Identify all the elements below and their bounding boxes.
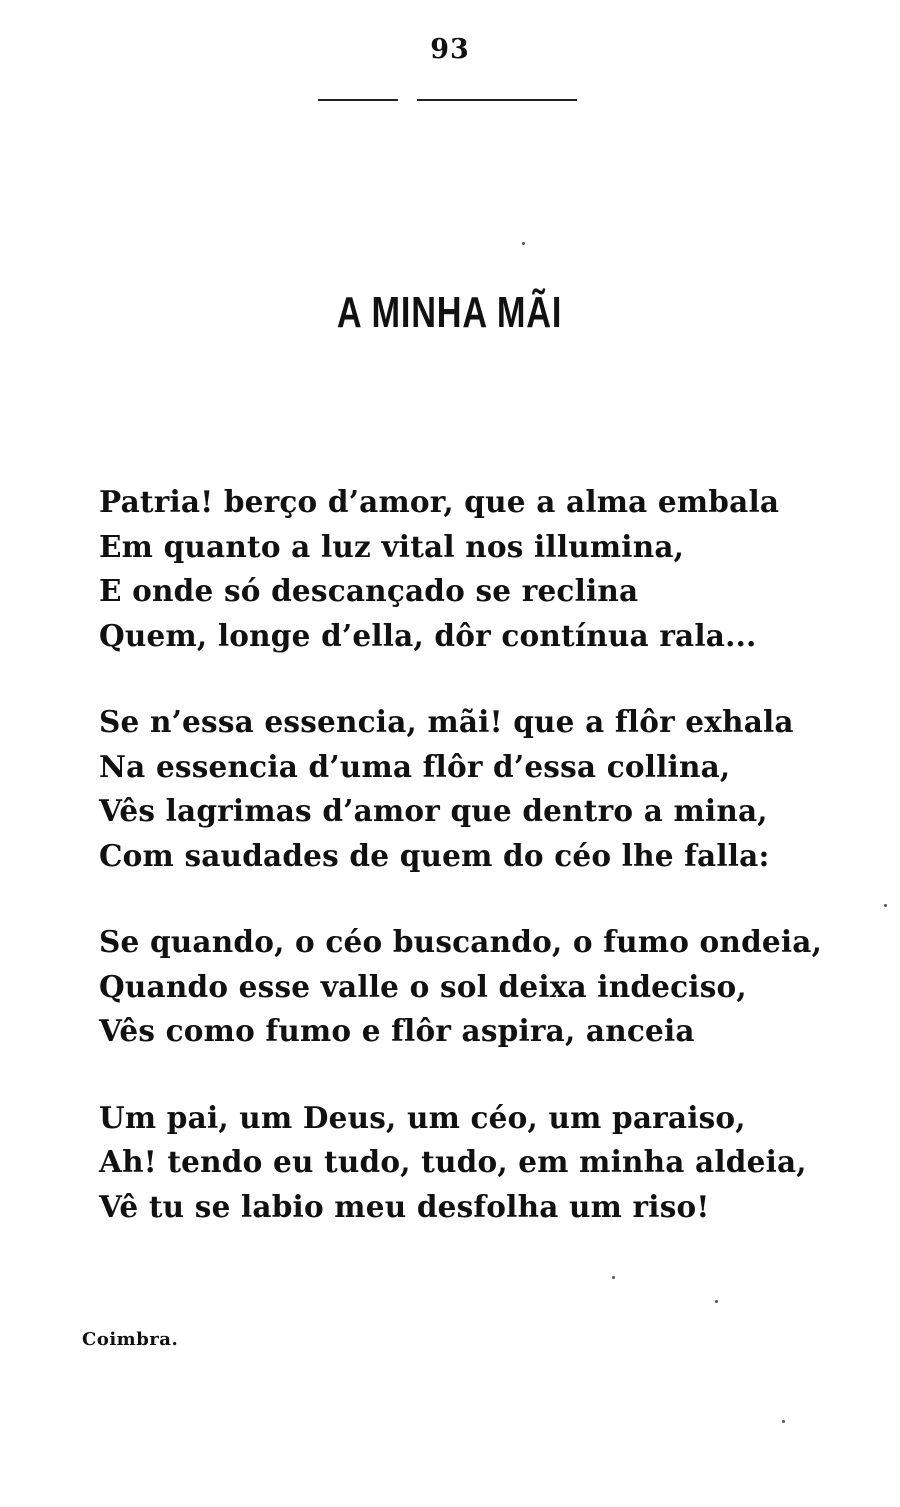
- verse-line: Vê tu se labio meu desfolha um riso!: [99, 1188, 710, 1224]
- verse-line: Quando esse valle o sol deixa indeciso,: [99, 968, 747, 1004]
- print-speck: [715, 1300, 718, 1303]
- verse-line: Vês como fumo e flôr aspira, anceia: [99, 1013, 695, 1048]
- verse-line: Ah! tendo eu tudo, tudo, em minha aldeia,: [99, 1144, 807, 1179]
- verse-line: Em quanto a luz vital nos illumina,: [99, 528, 685, 564]
- verse-line: E onde só descançado se reclina: [99, 573, 639, 608]
- verse-line: Vês lagrimas d’amor que dentro a mina,: [99, 793, 768, 828]
- verse-line: Com saudades de quem do céo lhe falla:: [99, 837, 770, 873]
- verse-line: Quem, longe d’ella, dôr contínua rala...: [99, 617, 757, 653]
- print-speck: [884, 904, 887, 907]
- header-rule-right: [417, 99, 577, 101]
- print-speck: [782, 1420, 785, 1423]
- stanza-3: [99, 920, 879, 1054]
- page-number: 93: [430, 34, 470, 65]
- verse-line: Se n’essa essencia, mãi! que a flôr exhala: [99, 704, 794, 739]
- verse-line: Um pai, um Deus, um céo, um paraiso,: [99, 1099, 746, 1135]
- stanza-4: [99, 1096, 879, 1230]
- place-signature: Coimbra.: [82, 1329, 179, 1350]
- stanza-1: [99, 480, 879, 658]
- verse-line: Patria! berço d’amor, que a alma embala: [99, 484, 780, 519]
- verse-line: Na essencia d’uma flôr d’essa collina,: [99, 748, 731, 784]
- poem-title: A MINHA MÃI: [336, 288, 563, 337]
- poem-body: [99, 480, 879, 1271]
- header-rule-left: [318, 99, 398, 101]
- print-speck: [522, 242, 525, 245]
- print-speck: [612, 1276, 615, 1279]
- verse-line: Se quando, o céo buscando, o fumo ondeia,: [99, 924, 823, 959]
- stanza-2: [99, 700, 879, 878]
